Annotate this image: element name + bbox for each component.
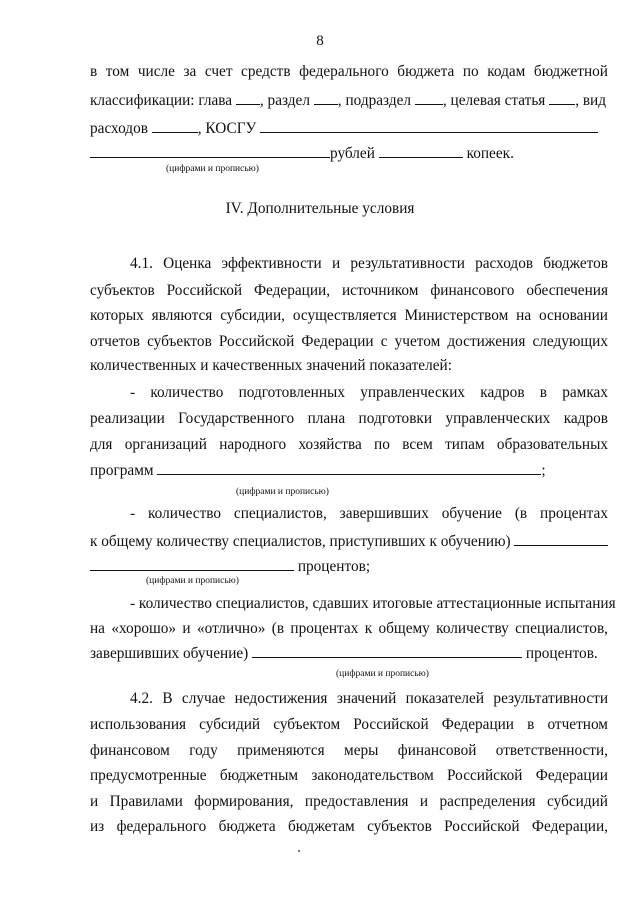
- blank-item-2-a: [514, 531, 608, 546]
- clause-4-1-line-3: которых являются субсидии, осуществляется Министерством на основании: [90, 307, 608, 324]
- blank-kosgu: [260, 118, 598, 133]
- item-1-line-2: реализации Государственного плана подготовки управленческих кадров: [90, 410, 608, 427]
- clause-4-1-line-1: 4.1. Оценка эффективности и результативности расходов бюджетов: [130, 255, 608, 272]
- caption-budget: (цифрами и прописью): [166, 164, 259, 174]
- budget-text-expenses: расходов: [90, 120, 148, 137]
- item-1-line-4: [90, 460, 608, 481]
- blank-item-2-b: [90, 556, 294, 571]
- blank-kopecks: [379, 143, 463, 158]
- scan-speck: [298, 850, 300, 852]
- clause-4-2-line-4: предусмотренные бюджетным законодательством Российской Федерации: [90, 767, 608, 784]
- blank-chapter: [236, 90, 260, 105]
- section-heading: IV. Дополнительные условия: [225, 200, 415, 217]
- clause-4-2-line-3: финансовом году применяются меры финансовой ответственности,: [90, 742, 608, 759]
- clause-4-2-line-2: использования субсидий субъектом Российской Федерации в отчетном: [90, 716, 608, 733]
- blank-rubles: [90, 143, 330, 158]
- item-3-line-2: на «хорошо» и «отлично» (в процентах к общему количеству специалистов,: [90, 620, 608, 637]
- clause-4-1-line-5: количественных и качественных значений показателей:: [90, 357, 452, 374]
- caption-item-3: (цифрами и прописью): [336, 669, 429, 679]
- budget-text-rubles: рублей: [330, 145, 375, 162]
- budget-line-1: в том числе за счет средств федерального бюджета по кодам бюджетной: [90, 63, 608, 80]
- item-3-percent: процентов.: [525, 645, 598, 662]
- caption-item-1: (цифрами и прописью): [236, 487, 329, 497]
- page-number: 8: [316, 33, 324, 49]
- budget-text-chapter: классификации: глава: [90, 92, 233, 109]
- item-1-line-3: для организаций народного хозяйства по всем типам образовательных: [90, 436, 608, 453]
- item-1-semicolon: ;: [541, 462, 546, 479]
- clause-4-1-line-2: субъектов Российской Федерации, источником финансового обеспечения: [90, 282, 608, 299]
- budget-line-4: [90, 143, 608, 164]
- blank-item-3: [252, 643, 522, 658]
- item-1-programs: программ: [90, 462, 154, 479]
- blank-expenses: [152, 118, 198, 133]
- budget-text-section: , раздел: [259, 92, 310, 109]
- item-2-text: к общему количеству специалистов, приступивших к обучению): [90, 533, 511, 550]
- clause-4-2-line-5: и Правилами формирования, предоставления и распределения субсидий: [90, 793, 608, 810]
- blank-subsection: [415, 90, 443, 105]
- clause-4-2-line-1: 4.2. В случае недостижения значений показателей результативности: [130, 690, 608, 707]
- budget-line-3: [90, 118, 608, 139]
- item-3-line-1: - количество специалистов, сдавших итоговые аттестационные испытания: [130, 595, 616, 612]
- budget-line-2: [90, 90, 608, 111]
- clause-4-1-line-4: отчетов субъектов Российской Федерации с учетом достижения следующих: [90, 333, 608, 350]
- item-2-percent: процентов;: [297, 558, 371, 575]
- blank-section: [314, 90, 338, 105]
- blank-target: [549, 90, 575, 105]
- caption-item-2: (цифрами и прописью): [146, 576, 239, 586]
- item-2-line-1: - количество специалистов, завершивших обучение (в процентах: [130, 505, 608, 522]
- clause-4-2-line-6: из федерального бюджета бюджетам субъектов Российской Федерации,: [90, 818, 608, 835]
- item-2-line-2: [90, 531, 608, 552]
- budget-text-kosgu: , КОСГУ: [197, 120, 257, 137]
- budget-text-kind: , вид: [575, 92, 607, 109]
- budget-text-subsection: , подраздел: [337, 92, 412, 109]
- blank-item-1: [157, 460, 541, 475]
- budget-text-kopecks: копеек.: [466, 145, 514, 162]
- item-3-line-3: [90, 643, 608, 664]
- item-1-line-1: - количество подготовленных управленческих кадров в рамках: [130, 384, 608, 401]
- budget-text-target: , целевая статья: [442, 92, 546, 109]
- item-3-text: завершивших обучение): [90, 645, 249, 662]
- item-2-line-3: [90, 556, 608, 577]
